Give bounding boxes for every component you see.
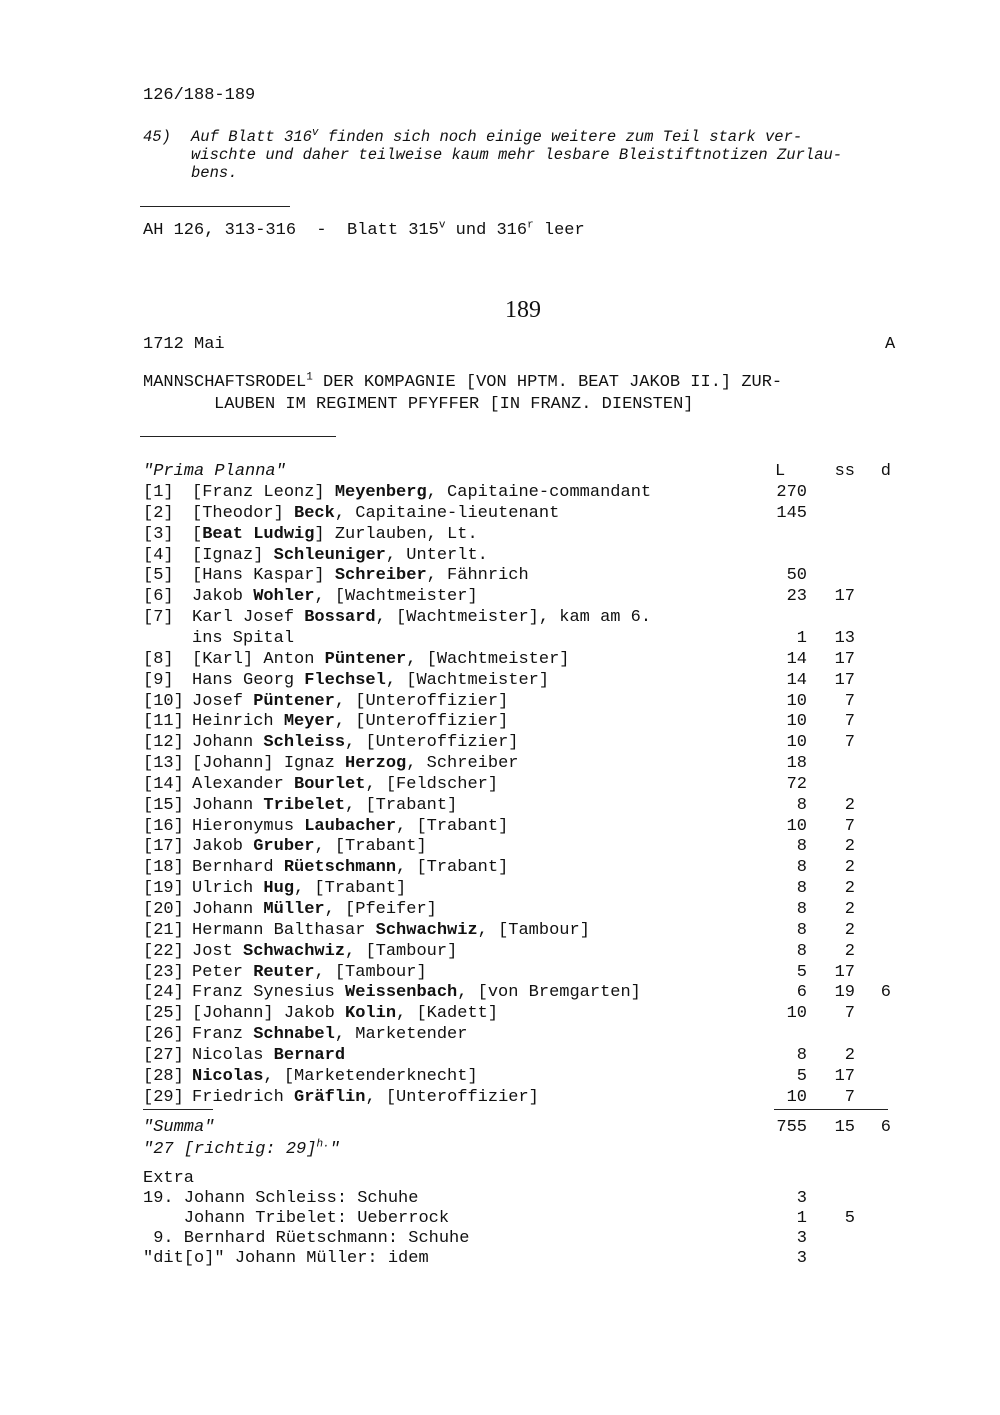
summa-label: "Summa" — [143, 1118, 215, 1137]
table-row — [143, 983, 903, 1003]
row-value-L: 8 — [796, 900, 807, 919]
extra-item — [143, 1229, 903, 1249]
table-row — [143, 671, 903, 691]
footnote-marker: 45) — [143, 128, 171, 146]
table-row — [143, 525, 903, 545]
row-value-d: 6 — [880, 983, 891, 1003]
row-entry: Ulrich Hug, [Trabant] — [192, 879, 407, 899]
extra-item-L: 1 — [796, 1209, 807, 1228]
row-entry: Franz Synesius Weissenbach, [von Bremgarten] — [192, 983, 641, 1003]
row-value-ss: 2 — [844, 920, 855, 940]
row-entry: Hans Georg Flechsel, [Wachtmeister] — [192, 670, 550, 690]
table-row — [143, 504, 903, 524]
extra-item-L: 3 — [796, 1189, 807, 1208]
table-row — [143, 1067, 903, 1087]
table-row — [143, 879, 903, 899]
row-entry: Johann Müller, [Pfeifer] — [192, 900, 437, 919]
row-entry: Johann Schleiss, [Unteroffizier] — [192, 733, 519, 753]
table-row — [143, 858, 903, 878]
row-value-L: 10 — [786, 816, 807, 836]
row-value-L: 8 — [796, 795, 807, 815]
row-value-L: 10 — [786, 712, 807, 732]
row-entry: [Johann] Jakob Kolin, [Kadett] — [192, 1004, 499, 1024]
table-row — [143, 900, 903, 920]
document-title-line2: LAUBEN IM REGIMENT PFYFFER [IN FRANZ. DIENSTEN] — [214, 395, 694, 414]
table-row — [143, 921, 903, 941]
row-entry: Bernhard Rüetschmann, [Trabant] — [192, 858, 509, 878]
row-number: [11] — [143, 712, 184, 732]
extra-item — [143, 1209, 903, 1229]
row-number: [3] — [143, 524, 174, 544]
row-number: [17] — [143, 837, 184, 857]
row-entry: Franz Schnabel, Marketender — [192, 1025, 468, 1045]
summa-d: 6 — [880, 1118, 891, 1137]
column-header-ss: ss — [834, 462, 855, 481]
row-entry: Johann Tribelet, [Trabant] — [192, 795, 458, 815]
table-row — [143, 837, 903, 857]
row-number: [5] — [143, 566, 174, 586]
document-date: 1712 Mai — [143, 335, 225, 354]
row-value-L: 1 — [796, 628, 807, 648]
row-number: [28] — [143, 1066, 184, 1086]
column-header-d: d — [880, 462, 891, 481]
row-value-L: 23 — [786, 587, 807, 607]
table-row — [143, 546, 903, 566]
row-entry: Peter Reuter, [Tambour] — [192, 962, 427, 982]
table-row — [143, 775, 903, 795]
row-entry: [Franz Leonz] Meyenberg, Capitaine-commandant — [192, 483, 652, 502]
source-line: AH 126, 313-316 - Blatt 315$^v$ und 316$^r$ leer — [143, 219, 585, 240]
row-number: [1] — [143, 483, 174, 502]
row-number: [6] — [143, 587, 174, 607]
row-value-ss: 2 — [844, 795, 855, 815]
extra-item-text: 19. Johann Schleiss: Schuhe — [143, 1189, 419, 1208]
page-reference: 126/188-189 — [143, 86, 256, 105]
row-value-ss: 2 — [844, 858, 855, 878]
row-value-ss: 7 — [844, 1004, 855, 1024]
document-type-code: A — [885, 335, 896, 354]
row-value-L: 8 — [796, 879, 807, 899]
row-number: [14] — [143, 774, 184, 794]
row-entry: Heinrich Meyer, [Unteroffizier] — [192, 712, 509, 732]
document-number: 189 — [505, 297, 541, 323]
row-number: [8] — [143, 649, 174, 669]
row-value-ss: 7 — [844, 691, 855, 711]
row-value-L: 72 — [786, 774, 807, 794]
row-value-L: 14 — [786, 649, 807, 669]
title-separator — [140, 436, 336, 437]
row-value-L: 10 — [786, 1087, 807, 1107]
row-number: [12] — [143, 733, 184, 753]
row-entry: Hieronymus Laubacher, [Trabant] — [192, 816, 509, 836]
row-value-ss: 7 — [844, 733, 855, 753]
row-value-L: 5 — [796, 1066, 807, 1086]
list-end-rule — [143, 1109, 213, 1110]
summa-L: 755 — [776, 1118, 807, 1137]
row-value-L: 50 — [786, 566, 807, 586]
footnote-text: Auf Blatt 316$^v$ finden sich noch einige weitere zum Teil stark ver- — [191, 126, 803, 146]
row-number: [27] — [143, 1045, 184, 1065]
row-value-ss: 17 — [834, 670, 855, 690]
row-number: [4] — [143, 545, 174, 565]
row-number: [10] — [143, 691, 184, 711]
row-number: [2] — [143, 503, 174, 523]
row-entry: Alexander Bourlet, [Feldscher] — [192, 774, 499, 794]
table-row — [143, 587, 903, 607]
extra-item-text: 9. Bernhard Rüetschmann: Schuhe — [143, 1229, 470, 1248]
row-entry: Hermann Balthasar Schwachwiz, [Tambour] — [192, 920, 590, 940]
table-row — [143, 712, 903, 732]
row-entry: [Hans Kaspar] Schreiber, Fähnrich — [192, 566, 529, 586]
row-value-L: 8 — [796, 1045, 807, 1065]
table-row — [143, 963, 903, 983]
table-row — [143, 942, 903, 962]
row-value-ss: 19 — [834, 983, 855, 1003]
sum-rule — [774, 1109, 888, 1110]
row-value-ss: 7 — [844, 712, 855, 732]
row-entry: [Ignaz] Schleuniger, Unterlt. — [192, 545, 488, 565]
row-number: [16] — [143, 816, 184, 836]
footnote-separator — [140, 206, 290, 207]
row-value-L: 270 — [776, 483, 807, 502]
row-value-ss: 2 — [844, 879, 855, 899]
row-value-L: 10 — [786, 691, 807, 711]
table-row — [143, 650, 903, 670]
row-value-ss: 17 — [834, 649, 855, 669]
row-number: [26] — [143, 1025, 184, 1045]
table-row — [143, 1046, 903, 1066]
row-entry: Nicolas Bernard — [192, 1045, 346, 1065]
row-value-ss: 2 — [844, 900, 855, 919]
table-row — [143, 608, 903, 628]
count-note: "27 [richtig: 29]$^{h.}$" — [143, 1138, 340, 1159]
row-value-L: 8 — [796, 941, 807, 961]
row-value-ss: 2 — [844, 1045, 855, 1065]
row-number: [18] — [143, 858, 184, 878]
row-entry: ins Spital — [192, 628, 295, 648]
row-value-L: 8 — [796, 837, 807, 857]
row-entry: [Beat Ludwig] Zurlauben, Lt. — [192, 524, 478, 544]
table-row — [143, 483, 903, 503]
row-number: [25] — [143, 1004, 184, 1024]
column-header-L: L — [775, 462, 786, 481]
summa-ss: 15 — [834, 1118, 855, 1137]
table-row — [143, 566, 903, 586]
row-value-ss: 17 — [834, 962, 855, 982]
table-row — [143, 629, 903, 649]
row-value-ss: 2 — [844, 837, 855, 857]
row-value-L: 6 — [796, 983, 807, 1003]
table-row — [143, 796, 903, 816]
row-entry: Jakob Gruber, [Trabant] — [192, 837, 427, 857]
row-value-L: 14 — [786, 670, 807, 690]
extra-item-L: 3 — [796, 1229, 807, 1248]
row-number: [15] — [143, 795, 184, 815]
extra-item-text: "dit[o]" Johann Müller: idem — [143, 1249, 429, 1268]
row-value-ss: 7 — [844, 1087, 855, 1107]
row-value-L: 145 — [776, 503, 807, 523]
table-row — [143, 1004, 903, 1024]
table-row — [143, 692, 903, 712]
row-value-L: 8 — [796, 920, 807, 940]
row-entry: [Karl] Anton Püntener, [Wachtmeister] — [192, 649, 570, 669]
row-number: [19] — [143, 879, 184, 899]
table-row — [143, 1088, 903, 1108]
extra-item-ss: 5 — [844, 1209, 855, 1228]
row-number: [9] — [143, 670, 174, 690]
row-entry: Friedrich Gräflin, [Unteroffizier] — [192, 1087, 539, 1107]
row-value-ss: 7 — [844, 816, 855, 836]
row-value-ss: 17 — [834, 1066, 855, 1086]
extra-item-L: 3 — [796, 1249, 807, 1268]
row-entry: Karl Josef Bossard, [Wachtmeister], kam am 6. — [192, 608, 652, 628]
footnote-text-line2: wischte und daher teilweise kaum mehr lesbare Bleistiftnotizen Zurlau- — [191, 146, 843, 164]
table-row — [143, 817, 903, 837]
summa-row — [143, 1118, 903, 1138]
table-header — [143, 462, 903, 482]
row-number: [20] — [143, 900, 184, 919]
table-heading: "Prima Planna" — [143, 462, 286, 481]
row-value-L: 5 — [796, 962, 807, 982]
row-number: [22] — [143, 941, 184, 961]
extra-item-text: Johann Tribelet: Ueberrock — [143, 1209, 450, 1228]
row-entry: [Johann] Ignaz Herzog, Schreiber — [192, 754, 519, 774]
row-entry: Nicolas, [Marketenderknecht] — [192, 1066, 478, 1086]
row-entry: Jost Schwachwiz, [Tambour] — [192, 941, 458, 961]
document-title: MANNSCHAFTSRODEL$^1$ DER KOMPAGNIE [VON HPTM. BEAT JAKOB II.] ZUR- — [143, 371, 783, 392]
row-number: [29] — [143, 1087, 184, 1107]
row-number: [24] — [143, 983, 184, 1003]
extra-item — [143, 1189, 903, 1209]
row-number: [7] — [143, 608, 174, 628]
extra-heading: Extra — [143, 1169, 195, 1188]
table-row — [143, 1025, 903, 1045]
row-value-L: 8 — [796, 858, 807, 878]
table-row — [143, 733, 903, 753]
row-entry: Josef Püntener, [Unteroffizier] — [192, 691, 509, 711]
row-value-L: 18 — [786, 754, 807, 774]
row-value-ss: 13 — [834, 628, 855, 648]
table-row — [143, 754, 903, 774]
row-number: [23] — [143, 962, 184, 982]
row-value-L: 10 — [786, 733, 807, 753]
row-value-ss: 2 — [844, 941, 855, 961]
row-value-L: 10 — [786, 1004, 807, 1024]
footnote-text-line3: bens. — [191, 164, 238, 182]
row-number: [13] — [143, 754, 184, 774]
row-entry: Jakob Wohler, [Wachtmeister] — [192, 587, 478, 607]
row-entry: [Theodor] Beck, Capitaine-lieutenant — [192, 503, 560, 523]
extra-item — [143, 1249, 903, 1269]
row-number: [21] — [143, 920, 184, 940]
row-value-ss: 17 — [834, 587, 855, 607]
